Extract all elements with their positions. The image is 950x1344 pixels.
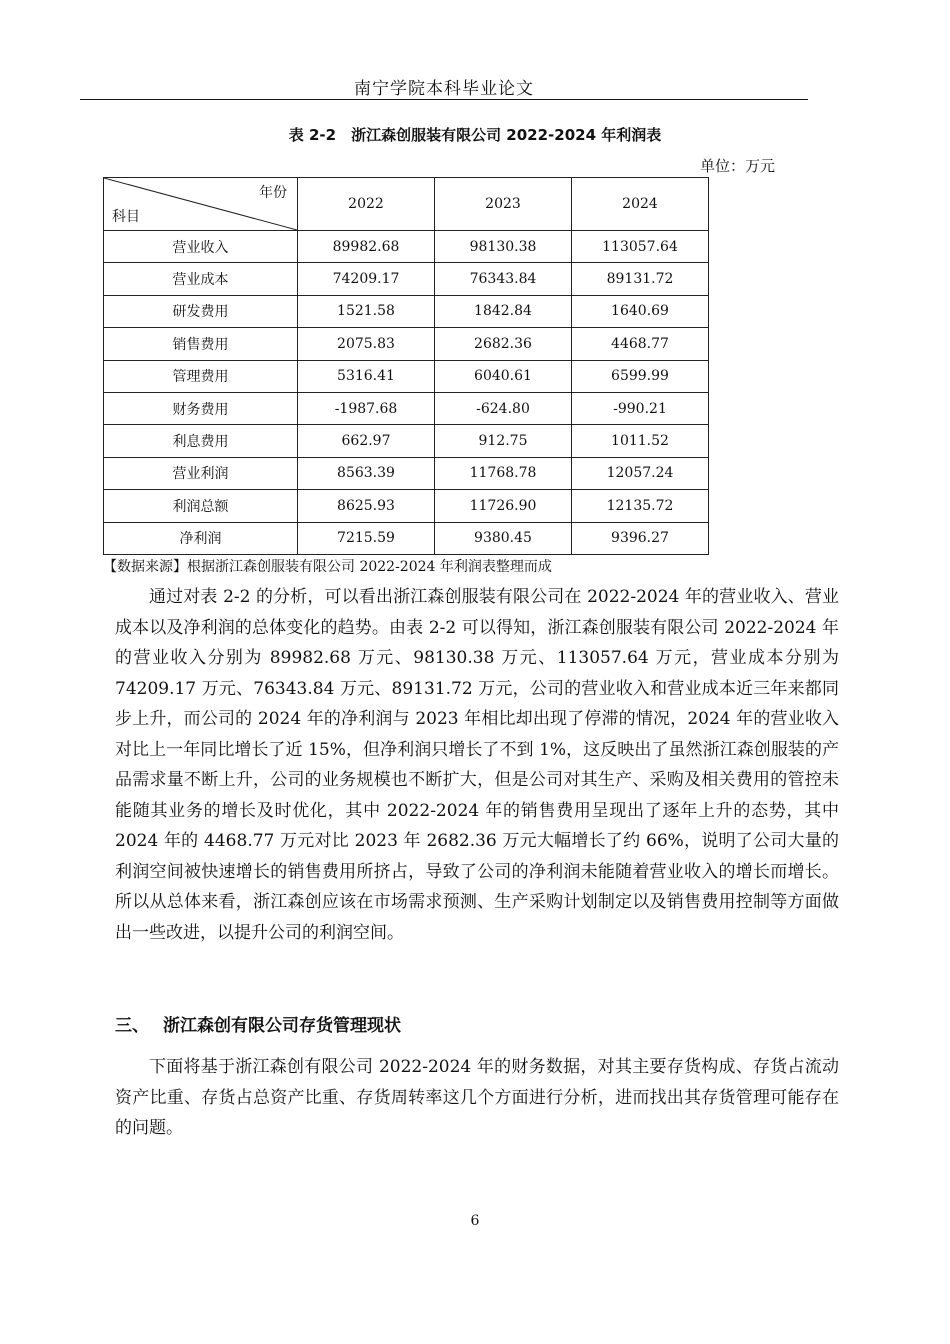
body-paragraph: 通过对表 2-2 的分析，可以看出浙江森创服装有限公司在 2022-2024 年的营业收入、营业成本以及净利润的总体变化的趋势。由表 2-2 可以得知，浙江森创服装有限公司 2022-2024 年的营业收入分别为 89982.68 万元、98130.38 万元、113057.64 万元，营业成本分别为 74209.17 万元、76343.84 万元、89131.72 万元，公司的营业收入和营业成本近三年来都同步上升，而公司的 2024 年的净利润与 2023 年相比却出现了停滞的情况，2024 年的营业收入对比上一年同比增长了近 15%，但净利润只增长了不到 1%，这反映出了虽然浙江森创服装的产品需求量不断上升，公司的业务规模也不断扩大，但是公司对其生产、采购及相关费用的管控未能随其业务的增长及时优化，其中 2022-2024 年的销售费用呈现出了逐年上升的态势，其中 2024 年的 4468.77 万元对比 2023 年 2682.36 万元大幅增长了约 66%，说明了公司大量的利润空间被快速增长的销售费用所挤占，导致了公司的净利润未能随着营业收入的增长而增长。所以从总体来看，浙江森创应该在市场需求预测、生产采购计划制定以及销售费用控制等方面做出一些改进，以提升公司的利润空间。 [115, 587, 839, 943]
corner-label-year: 年份 [259, 185, 287, 201]
body-paragraph: 下面将基于浙江森创有限公司 2022-2024 年的财务数据，对其主要存货构成、存货占流动资产比重、存货占总资产比重、存货周转率这几个方面进行分析，进而找出其存货管理可能存在的问题。 [115, 1057, 839, 1138]
table-cell: 98130.38 [435, 231, 572, 263]
table-cell: -990.21 [572, 392, 709, 424]
table-cell: 9396.27 [572, 522, 709, 554]
table-row [104, 231, 709, 263]
table-row [104, 490, 709, 522]
table-cell: 76343.84 [435, 263, 572, 295]
table-cell: 912.75 [435, 425, 572, 457]
table-cell: 12057.24 [572, 457, 709, 489]
table-row [104, 425, 709, 457]
table-row [104, 295, 709, 327]
row-subject: 营业收入 [104, 231, 298, 263]
table-cell: 89982.68 [298, 231, 435, 263]
year-header: 2022 [298, 178, 435, 231]
table-row [104, 360, 709, 392]
row-subject: 管理费用 [104, 360, 298, 392]
row-subject: 利息费用 [104, 425, 298, 457]
table-row [104, 522, 709, 554]
table-cell: 89131.72 [572, 263, 709, 295]
table-row [104, 392, 709, 424]
running-header: 南宁学院本科毕业论文 [354, 79, 534, 99]
row-subject: 利润总额 [104, 490, 298, 522]
table-cell: 662.97 [298, 425, 435, 457]
table-cell: 2075.83 [298, 328, 435, 360]
table-caption: 表 2-2 浙江森创服装有限公司 2022-2024 年利润表 [288, 126, 662, 144]
table-row [104, 328, 709, 360]
table-header-row [104, 178, 709, 231]
table-cell: 1640.69 [572, 295, 709, 327]
table-unit: 单位：万元 [700, 157, 776, 175]
corner-label-subject: 科目 [112, 209, 140, 225]
table-cell: 9380.45 [435, 522, 572, 554]
header-rule [80, 99, 808, 100]
table-cell: 11726.90 [435, 490, 572, 522]
table-cell: -1987.68 [298, 392, 435, 424]
table-cell: 1521.58 [298, 295, 435, 327]
row-subject: 营业成本 [104, 263, 298, 295]
table-source-note: 【数据来源】根据浙江森创服装有限公司 2022-2024 年利润表整理而成 [103, 559, 552, 575]
table-cell: 12135.72 [572, 490, 709, 522]
year-header: 2023 [435, 178, 572, 231]
table-row [104, 457, 709, 489]
row-subject: 财务费用 [104, 392, 298, 424]
table-cell: 11768.78 [435, 457, 572, 489]
table-cell: 4468.77 [572, 328, 709, 360]
table-cell: 2682.36 [435, 328, 572, 360]
section-title: 浙江森创有限公司存货管理现状 [163, 1016, 401, 1036]
table-cell: 1842.84 [435, 295, 572, 327]
table-cell: 8625.93 [298, 490, 435, 522]
row-subject: 净利润 [104, 522, 298, 554]
row-subject: 销售费用 [104, 328, 298, 360]
table-cell: 6599.99 [572, 360, 709, 392]
table-cell: 7215.59 [298, 522, 435, 554]
diagonal-header-cell [104, 178, 298, 231]
table-cell: 113057.64 [572, 231, 709, 263]
table-cell: 8563.39 [298, 457, 435, 489]
section-heading [115, 1011, 401, 1036]
table-cell: 5316.41 [298, 360, 435, 392]
page-number: 6 [470, 1213, 480, 1229]
year-header: 2024 [572, 178, 709, 231]
profit-table [103, 177, 709, 555]
section-number: 三、 [115, 1016, 149, 1036]
table-cell: -624.80 [435, 392, 572, 424]
table-row [104, 263, 709, 295]
row-subject: 研发费用 [104, 295, 298, 327]
table-cell: 6040.61 [435, 360, 572, 392]
row-subject: 营业利润 [104, 457, 298, 489]
table-cell: 74209.17 [298, 263, 435, 295]
table-cell: 1011.52 [572, 425, 709, 457]
